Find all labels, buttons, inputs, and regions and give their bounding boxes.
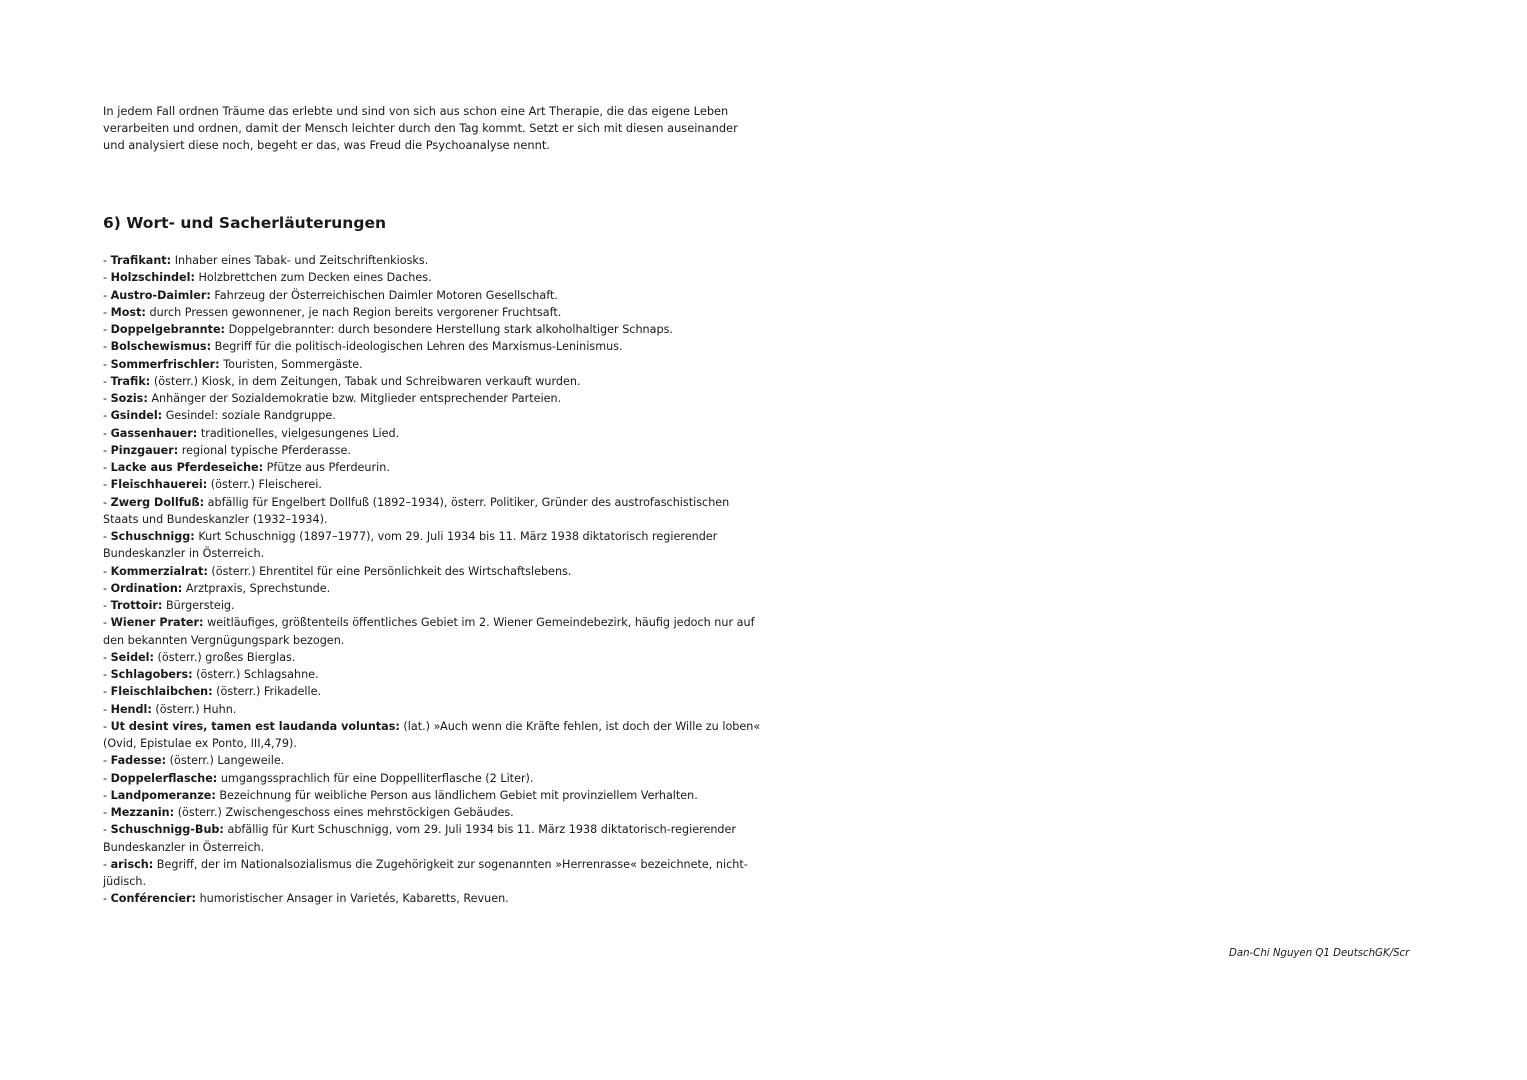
glossary-entry: - Kommerzialrat: (österr.) Ehrentitel für eine Persönlichkeit des Wirtschaftslebens.	[103, 564, 572, 578]
glossary-term: Fleischhauerei:	[110, 478, 208, 492]
glossary-definition: traditionelles, vielgesungenes Lied.	[200, 426, 400, 440]
glossary-entry: - Hendl: (österr.) Huhn.	[103, 702, 237, 716]
glossary-term: Fleischlaibchen:	[110, 685, 213, 699]
glossary-definition: Holzbrettchen zum Decken eines Daches.	[198, 271, 432, 285]
glossary-definition: (österr.) Langeweile.	[169, 754, 285, 768]
glossary-term: Ut desint vires, tamen est laudanda voluntas:	[110, 719, 400, 733]
glossary-term: Most:	[110, 305, 146, 319]
glossary-definition: Bezeichnung für weibliche Person aus ländlichem Gebiet mit provinziellem Verhalten.	[219, 788, 698, 802]
glossary-entry: - Sommerfrischler: Touristen, Sommergäste.	[103, 357, 363, 371]
glossary-entry: - Most: durch Pressen gewonnener, je nach Region bereits vergorener Fruchtsaft.	[103, 305, 562, 319]
glossary-definition: Gesindel: soziale Randgruppe.	[165, 409, 336, 423]
glossary-definition: Inhaber eines Tabak- und Zeitschriftenkiosks.	[174, 254, 429, 267]
glossary-term: Trafikant:	[110, 254, 172, 267]
glossary-entry: - Schuschnigg: Kurt Schuschnigg (1897–1977), vom 29. Juli 1934 bis 11. März 1938 diktatorisch regierender Bundeskanzler in Österreich.	[103, 530, 718, 561]
glossary-term: Sommerfrischler:	[110, 357, 220, 371]
glossary-term: Austro-Daimler:	[110, 288, 211, 302]
glossary-term: Zwerg Dollfuß:	[110, 495, 205, 509]
glossary-term: Gsindel:	[110, 409, 163, 423]
glossary-term: Fadesse:	[110, 754, 167, 768]
glossary-definition: Begriff für die politisch-ideologischen Lehren des Marxismus-Leninismus.	[214, 340, 623, 354]
glossary-term: Seidel:	[110, 650, 154, 664]
glossary-term: Bolschewismus:	[110, 340, 212, 354]
glossary-definition: Anhänger der Sozialdemokratie bzw. Mitglieder entsprechender Parteien.	[151, 392, 562, 405]
glossary-term: Conférencier:	[110, 892, 197, 906]
glossary-definition: Arztpraxis, Sprechstunde.	[185, 581, 331, 595]
glossary-definition: Doppelgebrannter: durch besondere Herstellung stark alkoholhaltiger Schnaps.	[228, 323, 673, 336]
glossary-definition: (österr.) Huhn.	[155, 702, 237, 716]
glossary-entry: - Mezzanin: (österr.) Zwischengeschoss eines mehrstöckigen Gebäudes.	[103, 806, 514, 819]
glossary-entry: - Sozis: Anhänger der Sozialdemokratie bzw. Mitglieder entsprechender Parteien.	[103, 392, 562, 405]
section-heading: 6) Wort- und Sacherläuterungen	[103, 214, 386, 232]
glossary-term: Gassenhauer:	[110, 426, 198, 440]
glossary-entry: - Trafik: (österr.) Kiosk, in dem Zeitungen, Tabak und Schreibwaren verkauft wurden.	[103, 374, 581, 388]
glossary-definition: Touristen, Sommergäste.	[223, 357, 363, 371]
glossary-entry: - Schlagobers: (österr.) Schlagsahne.	[103, 668, 319, 681]
glossary-definition: (österr.) Ehrentitel für eine Persönlichkeit des Wirtschaftslebens.	[211, 564, 572, 578]
glossary-term: Doppelerflasche:	[110, 771, 218, 785]
glossary-definition: (lat.) »Auch wenn die Kräfte fehlen, ist doch der Wille zu loben« (Ovid, Epistulae ex Ponto, III,4,79).	[103, 719, 761, 750]
glossary-term: Holzschindel:	[110, 271, 195, 285]
glossary-term: Kommerzialrat:	[110, 564, 208, 578]
glossary-definition: durch Pressen gewonnener, je nach Region bereits vergorener Fruchtsaft.	[149, 305, 562, 319]
glossary-definition: (österr.) Schlagsahne.	[196, 668, 319, 681]
author-footer: Dan-Chi Nguyen Q1 DeutschGK/Scr	[1229, 948, 1410, 959]
glossary-entry: - Doppelerflasche: umgangssprachlich für eine Doppelliterflasche (2 Liter).	[103, 771, 534, 785]
glossary-entry: - Trottoir: Bürgersteig.	[103, 599, 235, 612]
glossary-entry: - Holzschindel: Holzbrettchen zum Decken eines Daches.	[103, 271, 432, 285]
glossary-term: Schuschnigg-Bub:	[110, 823, 224, 837]
glossary-definition: (österr.) Kiosk, in dem Zeitungen, Tabak und Schreibwaren verkauft wurden.	[153, 374, 581, 388]
glossary-entry: - arisch: Begriff, der im Nationalsozialismus die Zugehörigkeit zur sogenannten »Herrenrasse« bezeichnete, nicht-jüdisch.	[103, 857, 748, 888]
glossary-entry: - Gassenhauer: traditionelles, vielgesungenes Lied.	[103, 426, 400, 440]
glossary-entry: - Pinzgauer: regional typische Pferderasse.	[103, 443, 351, 457]
glossary-term: Landpomeranze:	[110, 788, 216, 802]
glossary-term: Trottoir:	[110, 599, 163, 612]
intro-paragraph: In jedem Fall ordnen Träume das erlebte und sind von sich aus schon eine Art Therapie, die das eigene Leben verarbeiten und ordnen, damit der Mensch leichter durch den Tag kommt. Setzt er sich mit diesen auseinander und analysiert diese noch, begeht er das, was Freud die Psychoanalyse nennt.	[103, 104, 738, 153]
glossary-definition: Begriff, der im Nationalsozialismus die Zugehörigkeit zur sogenannten »Herrenrasse« bezeichnete, nicht-jüdisch.	[103, 857, 748, 888]
glossary-definition: (österr.) Frikadelle.	[216, 685, 322, 699]
glossary-entry: - Conférencier: humoristischer Ansager in Varietés, Kabaretts, Revuen.	[103, 892, 509, 906]
glossary-term: Lacke aus Pferdeseiche:	[110, 461, 264, 474]
glossary-definition: umgangssprachlich für eine Doppelliterflasche (2 Liter).	[220, 771, 534, 785]
glossary-definition: Fahrzeug der Österreichischen Daimler Motoren Gesellschaft.	[214, 288, 558, 302]
glossary-entry: - Fadesse: (österr.) Langeweile.	[103, 754, 285, 768]
glossary-entry: - Wiener Prater: weitläufiges, größtenteils öffentliches Gebiet im 2. Wiener Gemeindebezirk, häufig jedoch nur auf den bekannten Vergnügungspark bezogen.	[103, 616, 755, 647]
glossary-definition: regional typische Pferderasse.	[181, 443, 351, 457]
glossary-term: Wiener Prater:	[110, 616, 204, 630]
glossary-definition: Bürgersteig.	[165, 599, 235, 612]
glossary-term: Hendl:	[110, 702, 152, 716]
glossary-term: Pinzgauer:	[110, 443, 179, 457]
glossary-definition: abfällig für Kurt Schuschnigg, vom 29. Juli 1934 bis 11. März 1938 diktatorisch-regierender Bundeskanzler in Österreich.	[103, 823, 736, 854]
glossary-entry: - Lacke aus Pferdeseiche: Pfütze aus Pferdeurin.	[103, 461, 390, 474]
glossary-entry: - Doppelgebrannte: Doppelgebrannter: durch besondere Herstellung stark alkoholhaltiger Schnaps.	[103, 323, 673, 336]
glossary-term: Trafik:	[110, 374, 151, 388]
glossary-definition: weitläufiges, größtenteils öffentliches Gebiet im 2. Wiener Gemeindebezirk, häufig jedoch nur auf den bekannten Vergnügungspark bezogen.	[103, 616, 755, 647]
glossary-list	[103, 252, 763, 908]
glossary-term: Ordination:	[110, 581, 183, 595]
glossary-definition: Kurt Schuschnigg (1897–1977), vom 29. Juli 1934 bis 11. März 1938 diktatorisch regierender Bundeskanzler in Österreich.	[103, 530, 718, 561]
glossary-definition: (österr.) großes Bierglas.	[157, 650, 296, 664]
glossary-entry: - Trafikant: Inhaber eines Tabak- und Zeitschriftenkiosks.	[103, 254, 429, 267]
glossary-definition: (österr.) Fleischerei.	[210, 478, 322, 492]
glossary-entry: - Seidel: (österr.) großes Bierglas.	[103, 650, 296, 664]
glossary-term: Schuschnigg:	[110, 530, 195, 543]
glossary-term: Schlagobers:	[110, 668, 193, 681]
glossary-entry: - Landpomeranze: Bezeichnung für weibliche Person aus ländlichem Gebiet mit provinziellem Verhalten.	[103, 788, 698, 802]
glossary-entry: - Austro-Daimler: Fahrzeug der Österreichischen Daimler Motoren Gesellschaft.	[103, 288, 558, 302]
glossary-entry: - Ordination: Arztpraxis, Sprechstunde.	[103, 581, 331, 595]
glossary-term: Doppelgebrannte:	[110, 323, 226, 336]
glossary-definition: (österr.) Zwischengeschoss eines mehrstöckigen Gebäudes.	[177, 806, 514, 819]
glossary-term: Mezzanin:	[110, 806, 175, 819]
glossary-entry: - Gsindel: Gesindel: soziale Randgruppe.	[103, 409, 336, 423]
glossary-term: arisch:	[110, 857, 154, 871]
glossary-entry: - Zwerg Dollfuß: abfällig für Engelbert Dollfuß (1892–1934), österr. Politiker, Gründer des austrofaschistischen Staats und Bundeskanzler (1932–1934).	[103, 495, 730, 526]
glossary-entry: - Fleischhauerei: (österr.) Fleischerei.	[103, 478, 322, 492]
glossary-entry: - Fleischlaibchen: (österr.) Frikadelle.	[103, 685, 322, 699]
glossary-entry: - Bolschewismus: Begriff für die politisch-ideologischen Lehren des Marxismus-Leninismus.	[103, 340, 623, 354]
glossary-definition: humoristischer Ansager in Varietés, Kabaretts, Revuen.	[199, 892, 509, 906]
glossary-definition: Pfütze aus Pferdeurin.	[266, 461, 390, 474]
glossary-entry: - Schuschnigg-Bub: abfällig für Kurt Schuschnigg, vom 29. Juli 1934 bis 11. März 1938 diktatorisch-regierender Bundeskanzler in Österreich.	[103, 823, 736, 854]
glossary-term: Sozis:	[110, 392, 148, 405]
glossary-definition: abfällig für Engelbert Dollfuß (1892–1934), österr. Politiker, Gründer des austrofaschistischen Staats und Bundeskanzler (1932–1934).	[103, 495, 730, 526]
glossary-entry: - Ut desint vires, tamen est laudanda voluntas: (lat.) »Auch wenn die Kräfte fehlen, ist doch der Wille zu loben« (Ovid, Epistulae ex Ponto, III,4,79).	[103, 719, 761, 750]
